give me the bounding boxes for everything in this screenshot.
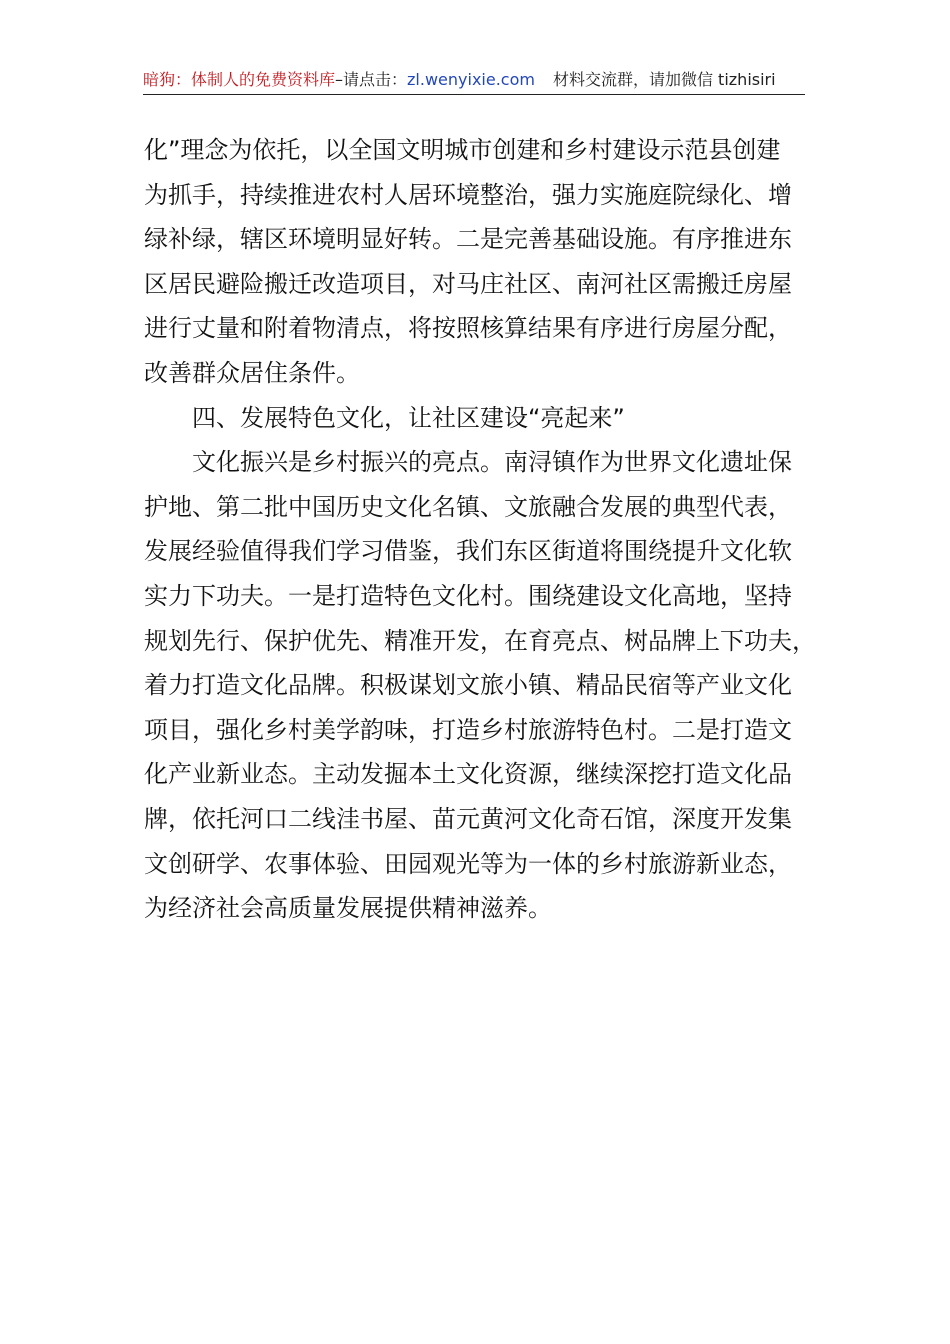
text-line: 为经济社会高质量发展提供精神滋养。 [144,894,552,923]
text-line: 发展经验值得我们学习借鉴，我们东区街道将围绕提升文化软 [144,537,792,566]
text-line: 进行丈量和附着物清点，将按照核算结果有序进行房屋分配， [144,314,792,343]
text-line: 牌，依托河口二线洼书屋、苗元黄河文化奇石馆，深度开发集 [144,804,792,833]
header-url-link[interactable]: zl.wenyixie.com [407,70,535,89]
paragraph-environment [144,128,814,396]
text-line: 文创研学、农事体验、田园观光等为一体的乡村旅游新业态， [144,849,792,878]
text-line: 改善群众居住条件。 [144,358,360,387]
text-line: 实力下功夫。一是打造特色文化村。围绕建设文化高地，坚持 [144,581,792,610]
header-click-prompt: –请点击： [335,70,408,89]
text-line: 化”理念为依托，以全国文明城市创建和乡村建设示范县创建 [144,136,781,164]
text-line: 项目，强化乡村美学韵味，打造乡村旅游特色村。二是打造文 [144,715,792,744]
text-line: 护地、第二批中国历史文化名镇、文旅融合发展的典型代表， [144,492,792,521]
text-line: 文化振兴是乡村振兴的亮点。南浔镇作为世界文化遗址保 [192,448,792,477]
document-body [144,128,814,931]
page-header [143,66,805,95]
text-line: 规划先行、保护优先、精准开发，在育亮点、树品牌上下功夫， [144,626,816,655]
text-line: 区居民避险搬迁改造项目，对马庄社区、南河社区需搬迁房屋 [144,269,792,298]
text-line: 着力打造文化品牌。积极谋划文旅小镇、精品民宿等产业文化 [144,671,792,700]
text-line: 绿补绿，辖区环境明显好转。二是完善基础设施。有序推进东 [144,225,792,254]
section-heading-text: 四、发展特色文化，让社区建设“亮起来” [192,403,625,432]
header-brand: 暗狗：体制人的免费资料库 [143,70,336,89]
section-heading [144,396,814,441]
header-group-note: 材料交流群，请加微信 tizhisiri [552,70,776,89]
text-line: 化产业新业态。主动发掘本土文化资源，继续深挖打造文化品 [144,760,792,789]
paragraph-culture [144,440,814,931]
text-line: 为抓手，持续推进农村人居环境整治，强力实施庭院绿化、增 [144,180,792,209]
